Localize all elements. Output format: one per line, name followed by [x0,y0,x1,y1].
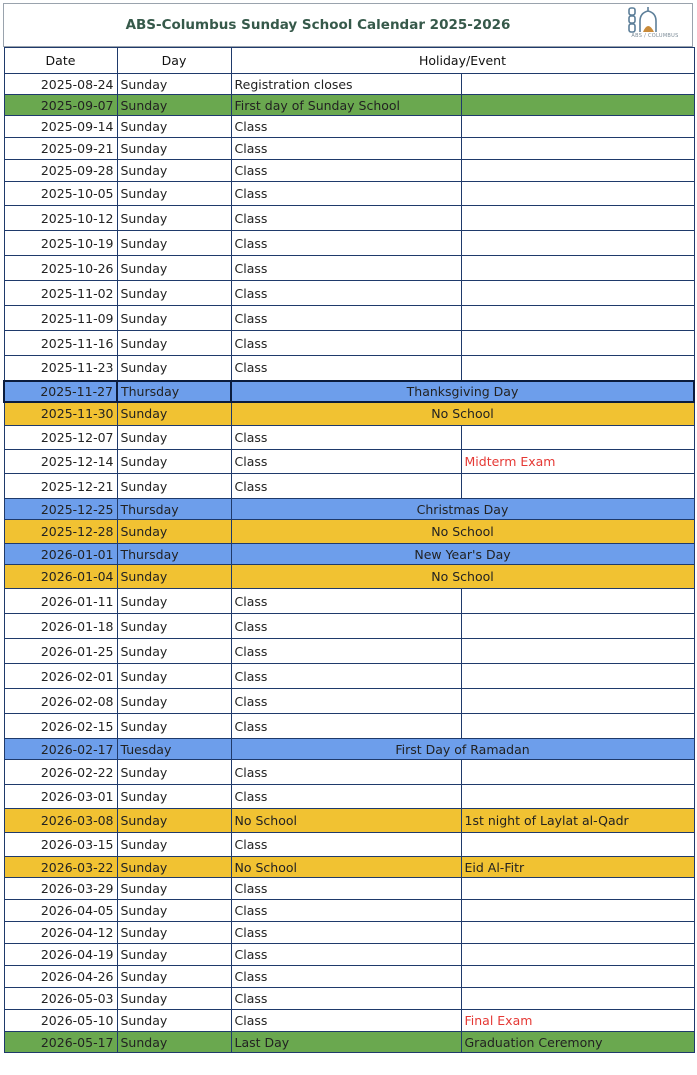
event-cell: First Day of Ramadan [231,739,694,760]
date-cell: 2025-12-07 [4,426,117,450]
date-cell: 2025-10-12 [4,206,117,231]
event-cell: Registration closes [231,74,461,95]
calendar-sheet [3,3,693,1053]
event-cell: Class [231,231,461,256]
note-cell [461,474,694,499]
table-row [4,1010,694,1032]
date-cell: 2026-04-26 [4,966,117,988]
table-row [4,689,694,714]
day-cell: Sunday [117,74,231,95]
table-row [4,833,694,857]
day-cell: Sunday [117,988,231,1010]
table-row [4,589,694,614]
day-cell: Sunday [117,1032,231,1053]
table-row [4,520,694,544]
day-cell: Sunday [117,689,231,714]
date-cell: 2025-09-07 [4,95,117,116]
day-cell: Sunday [117,474,231,499]
date-cell: 2026-01-18 [4,614,117,639]
day-cell: Sunday [117,231,231,256]
event-cell: Class [231,206,461,231]
day-cell: Sunday [117,639,231,664]
note-cell [461,426,694,450]
date-cell: 2026-02-22 [4,760,117,785]
event-cell: No School [231,520,694,544]
day-cell: Sunday [117,785,231,809]
table-row [4,116,694,138]
date-cell: 2026-01-11 [4,589,117,614]
calendar-rows [4,74,694,1053]
date-cell: 2025-09-14 [4,116,117,138]
day-cell: Thursday [117,381,231,402]
table-row [4,857,694,878]
table-row [4,922,694,944]
table-row [4,739,694,760]
date-cell: 2026-04-05 [4,900,117,922]
day-cell: Sunday [117,1010,231,1032]
note-cell [461,331,694,356]
note-cell [461,182,694,206]
table-row [4,402,694,426]
event-cell: Class [231,944,461,966]
note-cell: 1st night of Laylat al-Qadr [461,809,694,833]
event-cell: Class [231,281,461,306]
header-date: Date [4,48,117,74]
date-cell: 2026-02-17 [4,739,117,760]
table-row [4,381,694,402]
day-cell: Sunday [117,857,231,878]
note-cell [461,306,694,331]
table-row [4,281,694,306]
date-cell: 2026-01-04 [4,565,117,589]
event-cell: No School [231,809,461,833]
table-row [4,138,694,160]
table-row [4,1032,694,1053]
note-cell [461,639,694,664]
table-row [4,966,694,988]
table-row [4,944,694,966]
event-cell: New Year's Day [231,544,694,565]
date-cell: 2026-03-01 [4,785,117,809]
table-row [4,878,694,900]
note-cell: Eid Al-Fitr [461,857,694,878]
header-row [4,48,694,74]
date-cell: 2025-11-27 [4,381,117,402]
note-cell [461,664,694,689]
event-cell: First day of Sunday School [231,95,461,116]
table-row [4,256,694,281]
event-cell: Class [231,426,461,450]
note-cell [461,900,694,922]
mosque-icon [624,6,686,34]
note-cell [461,944,694,966]
page-title: ABS-Columbus Sunday School Calendar 2025-2026 [125,17,511,33]
date-cell: 2026-03-22 [4,857,117,878]
day-cell: Thursday [117,499,231,520]
event-cell: Class [231,988,461,1010]
date-cell: 2026-04-19 [4,944,117,966]
note-cell [461,138,694,160]
event-cell: Class [231,589,461,614]
date-cell: 2025-11-16 [4,331,117,356]
table-row [4,785,694,809]
day-cell: Sunday [117,878,231,900]
date-cell: 2026-03-08 [4,809,117,833]
table-row [4,639,694,664]
table-row [4,664,694,689]
day-cell: Thursday [117,544,231,565]
note-cell [461,160,694,182]
day-cell: Sunday [117,833,231,857]
date-cell: 2026-02-08 [4,689,117,714]
day-cell: Sunday [117,256,231,281]
table-row [4,988,694,1010]
date-cell: 2026-05-03 [4,988,117,1010]
date-cell: 2026-03-15 [4,833,117,857]
note-cell [461,785,694,809]
day-cell: Sunday [117,760,231,785]
table-row [4,450,694,474]
calendar-table [3,47,695,1053]
table-row [4,306,694,331]
table-row [4,499,694,520]
note-cell [461,614,694,639]
note-cell [461,116,694,138]
note-cell: Midterm Exam [461,450,694,474]
day-cell: Sunday [117,331,231,356]
day-cell: Sunday [117,614,231,639]
note-cell [461,589,694,614]
event-cell: Class [231,356,461,381]
note-cell: Final Exam [461,1010,694,1032]
table-row [4,760,694,785]
note-cell [461,833,694,857]
table-row [4,231,694,256]
date-cell: 2025-10-19 [4,231,117,256]
event-cell: Class [231,614,461,639]
date-cell: 2025-11-30 [4,402,117,426]
table-row [4,356,694,381]
note-cell [461,922,694,944]
date-cell: 2025-12-14 [4,450,117,474]
day-cell: Sunday [117,426,231,450]
event-cell: Class [231,922,461,944]
event-cell: Class [231,878,461,900]
note-cell [461,281,694,306]
day-cell: Sunday [117,160,231,182]
table-row [4,544,694,565]
day-cell: Sunday [117,922,231,944]
event-cell: No School [231,565,694,589]
date-cell: 2025-11-09 [4,306,117,331]
day-cell: Sunday [117,95,231,116]
event-cell: Class [231,1010,461,1032]
event-cell: Class [231,760,461,785]
day-cell: Sunday [117,402,231,426]
note-cell: Graduation Ceremony [461,1032,694,1053]
event-cell: Thanksgiving Day [231,381,694,402]
event-cell: Class [231,664,461,689]
date-cell: 2026-02-15 [4,714,117,739]
note-cell [461,966,694,988]
title-bar [3,3,693,47]
date-cell: 2026-02-01 [4,664,117,689]
note-cell [461,95,694,116]
event-cell: Class [231,785,461,809]
note-cell [461,231,694,256]
note-cell [461,256,694,281]
table-row [4,206,694,231]
day-cell: Sunday [117,565,231,589]
note-cell [461,206,694,231]
table-row [4,614,694,639]
event-cell: Class [231,450,461,474]
day-cell: Sunday [117,356,231,381]
table-row [4,809,694,833]
date-cell: 2025-12-25 [4,499,117,520]
date-cell: 2025-08-24 [4,74,117,95]
note-cell [461,760,694,785]
table-row [4,95,694,116]
event-cell: Class [231,639,461,664]
note-cell [461,988,694,1010]
event-cell: No School [231,402,694,426]
note-cell [461,356,694,381]
event-cell: Class [231,138,461,160]
day-cell: Sunday [117,944,231,966]
day-cell: Sunday [117,520,231,544]
logo-text: ABS / COLUMBUS [631,33,679,39]
event-cell: Class [231,900,461,922]
table-row [4,714,694,739]
organization-logo [624,6,686,46]
day-cell: Sunday [117,966,231,988]
table-row [4,565,694,589]
event-cell: Class [231,256,461,281]
day-cell: Sunday [117,138,231,160]
event-cell: Class [231,689,461,714]
note-cell [461,878,694,900]
event-cell: Christmas Day [231,499,694,520]
event-cell: Class [231,306,461,331]
date-cell: 2025-10-05 [4,182,117,206]
event-cell: Class [231,474,461,499]
day-cell: Tuesday [117,739,231,760]
table-row [4,74,694,95]
note-cell [461,714,694,739]
event-cell: Class [231,331,461,356]
date-cell: 2025-10-26 [4,256,117,281]
day-cell: Sunday [117,182,231,206]
date-cell: 2025-12-21 [4,474,117,499]
event-cell: No School [231,857,461,878]
date-cell: 2026-04-12 [4,922,117,944]
date-cell: 2026-01-25 [4,639,117,664]
table-row [4,331,694,356]
day-cell: Sunday [117,281,231,306]
date-cell: 2026-05-17 [4,1032,117,1053]
day-cell: Sunday [117,450,231,474]
day-cell: Sunday [117,589,231,614]
day-cell: Sunday [117,664,231,689]
table-row [4,182,694,206]
event-cell: Last Day [231,1032,461,1053]
event-cell: Class [231,160,461,182]
event-cell: Class [231,966,461,988]
date-cell: 2025-12-28 [4,520,117,544]
note-cell [461,689,694,714]
table-row [4,474,694,499]
day-cell: Sunday [117,306,231,331]
day-cell: Sunday [117,900,231,922]
table-row [4,426,694,450]
date-cell: 2025-11-23 [4,356,117,381]
day-cell: Sunday [117,714,231,739]
table-row [4,900,694,922]
event-cell: Class [231,833,461,857]
date-cell: 2026-01-01 [4,544,117,565]
date-cell: 2025-11-02 [4,281,117,306]
day-cell: Sunday [117,206,231,231]
event-cell: Class [231,182,461,206]
day-cell: Sunday [117,809,231,833]
header-event: Holiday/Event [231,48,694,74]
date-cell: 2025-09-21 [4,138,117,160]
event-cell: Class [231,714,461,739]
note-cell [461,74,694,95]
date-cell: 2025-09-28 [4,160,117,182]
date-cell: 2026-05-10 [4,1010,117,1032]
table-row [4,160,694,182]
day-cell: Sunday [117,116,231,138]
header-day: Day [117,48,231,74]
event-cell: Class [231,116,461,138]
date-cell: 2026-03-29 [4,878,117,900]
